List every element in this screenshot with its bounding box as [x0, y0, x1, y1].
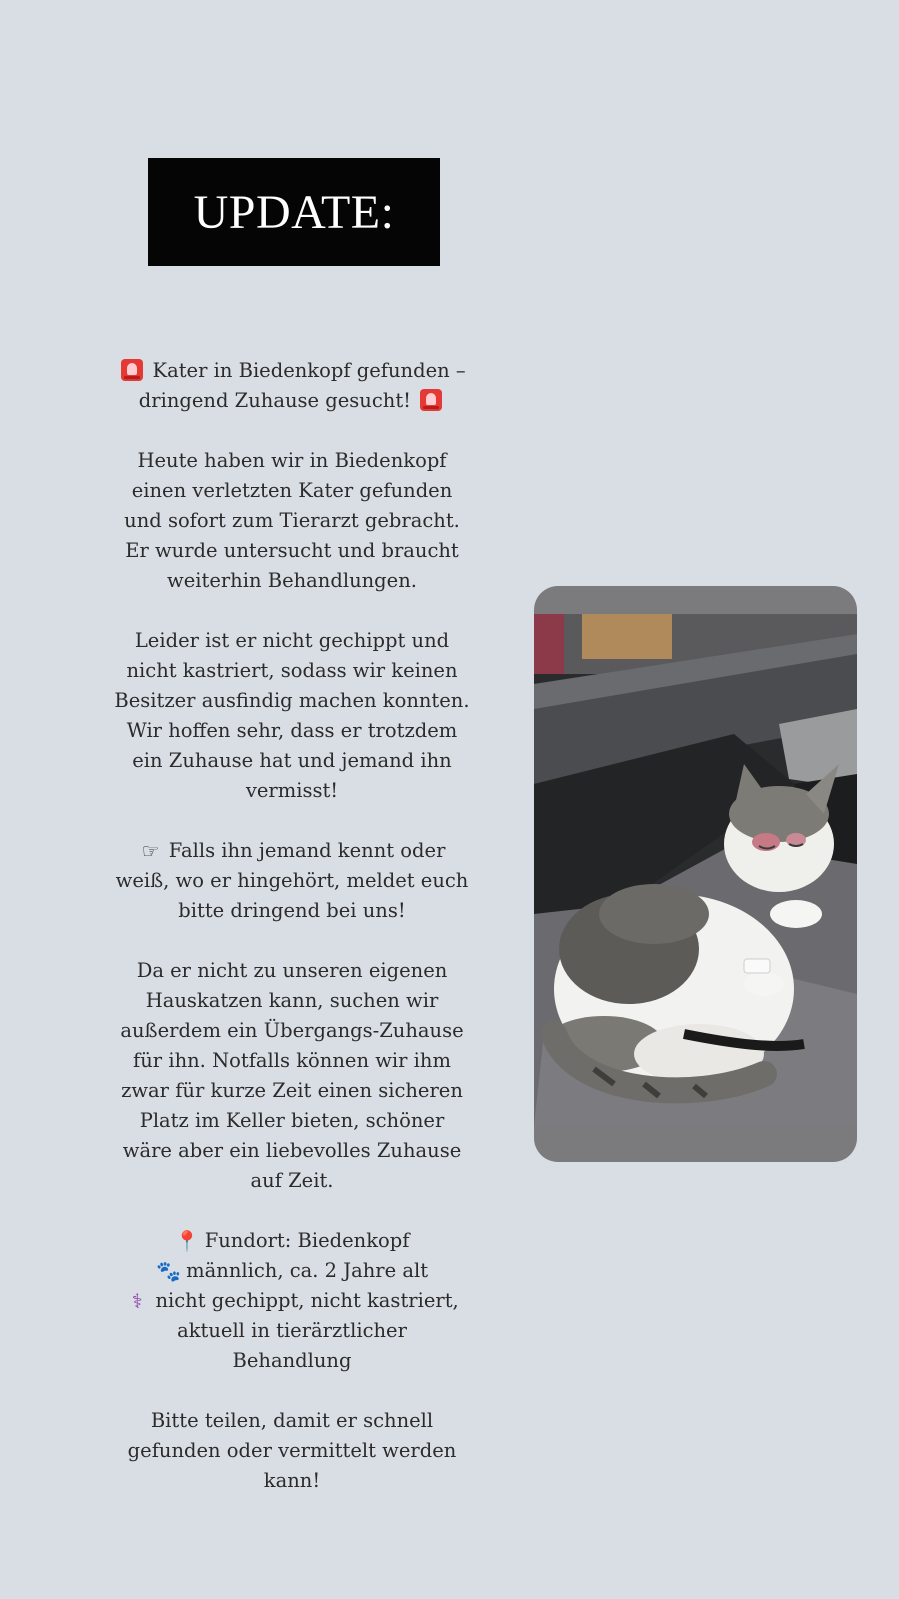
medical-symbol-icon: ⚕ — [131, 1289, 143, 1313]
paragraph-owner — [96, 626, 488, 806]
cat-photo-frame — [534, 586, 857, 1162]
text-line: weiß, wo er hingehört, meldet euch — [115, 869, 469, 892]
text-line: aktuell in tierärztlicher — [177, 1319, 407, 1342]
cat-photo — [534, 614, 857, 1126]
text-line: gefunden oder vermittelt werden — [127, 1439, 457, 1462]
pointing-hand-icon: ☞ — [141, 839, 160, 863]
text-line: Da er nicht zu unseren eigenen — [136, 959, 448, 982]
fact-animal-text: männlich, ca. 2 Jahre alt — [186, 1259, 429, 1282]
heading-line-2: dringend Zuhause gesucht! — [138, 389, 411, 412]
fact-location-text: Fundort: Biedenkopf — [204, 1229, 410, 1252]
text-line: außerdem ein Übergangs-Zuhause — [120, 1019, 464, 1042]
post-heading-line — [96, 386, 488, 416]
text-line: wäre aber ein liebevolles Zuhause — [122, 1139, 462, 1162]
text-line — [96, 836, 488, 866]
text-line: auf Zeit. — [250, 1169, 334, 1192]
text-line: Leider ist er nicht gechippt und — [134, 629, 450, 652]
text-line: Behandlung — [232, 1349, 352, 1372]
text-line: Er wurde untersucht und braucht — [125, 539, 459, 562]
heading-line-1: Kater in Biedenkopf gefunden – — [152, 359, 466, 382]
text-line: Heute haben wir in Biedenkopf — [137, 449, 447, 472]
paw-prints-icon: 🐾 — [155, 1259, 181, 1283]
police-light-icon — [420, 389, 442, 411]
text-line: nicht kastriert, sodass wir keinen — [126, 659, 458, 682]
post-heading-line — [96, 356, 488, 386]
fact-medical — [96, 1286, 488, 1316]
post-heading — [96, 356, 488, 416]
contact-line-1: Falls ihn jemand kennt oder — [168, 839, 446, 862]
text-line: Platz im Keller bieten, schöner — [139, 1109, 445, 1132]
paragraph-share — [96, 1406, 488, 1496]
text-line: für ihn. Notfalls können wir ihm — [133, 1049, 451, 1072]
text-line: und sofort zum Tierarzt gebracht. — [124, 509, 460, 532]
facts-list — [96, 1226, 488, 1376]
fact-medical-text-1: nicht gechippt, nicht kastriert, — [155, 1289, 459, 1312]
text-line: zwar für kurze Zeit einen sicheren — [121, 1079, 463, 1102]
paragraph-foster — [96, 956, 488, 1196]
round-pushpin-icon: 📍 — [174, 1229, 200, 1253]
post-text — [96, 356, 488, 1496]
update-title-box — [148, 158, 440, 266]
text-line: Hauskatzen kann, suchen wir — [145, 989, 439, 1012]
text-line: Wir hoffen sehr, dass er trotzdem — [126, 719, 458, 742]
text-line: bitte dringend bei uns! — [178, 899, 406, 922]
text-line: vermisst! — [245, 779, 339, 802]
text-line: ein Zuhause hat und jemand ihn — [132, 749, 452, 772]
text-line: weiterhin Behandlungen. — [167, 569, 417, 592]
paragraph-found — [96, 446, 488, 596]
text-line: kann! — [263, 1469, 321, 1492]
text-line: Besitzer ausfindig machen konnten. — [114, 689, 470, 712]
paragraph-contact — [96, 836, 488, 926]
update-title: UPDATE: — [193, 185, 395, 239]
fact-animal — [96, 1256, 488, 1286]
fact-location — [96, 1226, 488, 1256]
text-line: Bitte teilen, damit er schnell — [150, 1409, 434, 1432]
police-light-icon — [121, 359, 143, 381]
text-line: einen verletzten Kater gefunden — [131, 479, 453, 502]
